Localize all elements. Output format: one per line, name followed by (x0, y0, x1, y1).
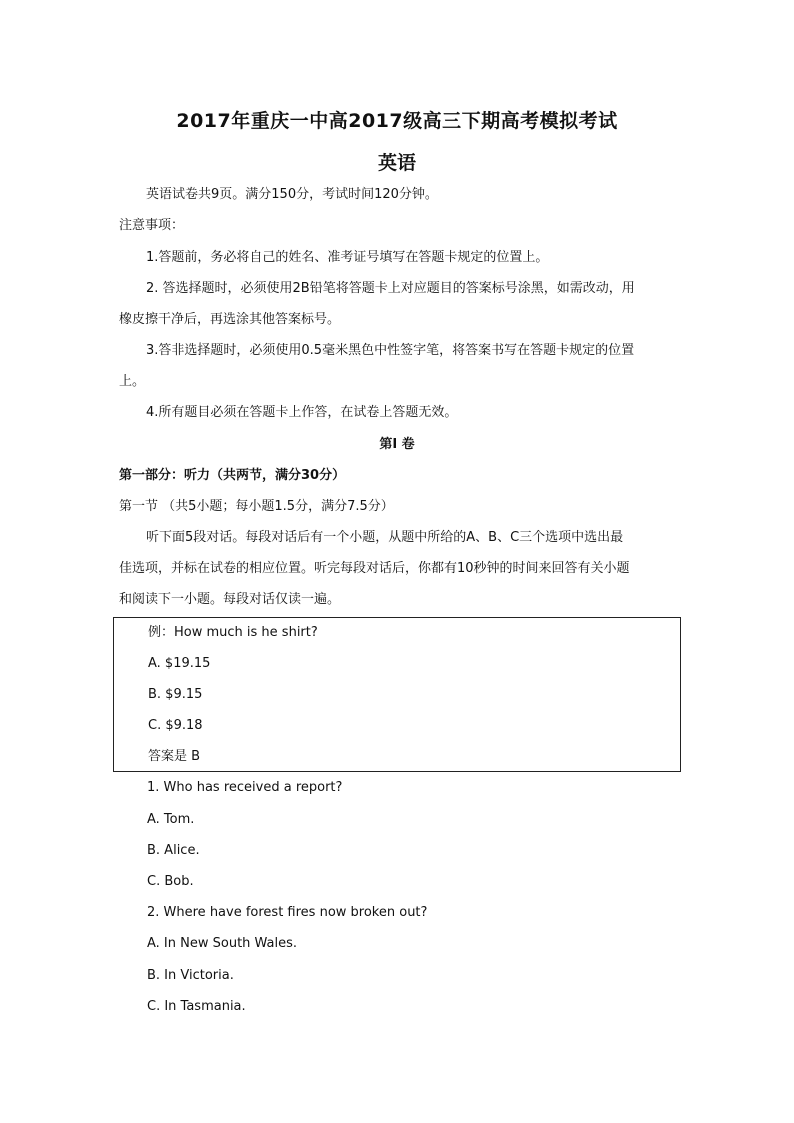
question-option: C. Bob. (147, 874, 194, 889)
question-option: C. In Tasmania. (147, 999, 246, 1014)
example-option: C. $9.18 (148, 718, 203, 733)
question-option: A. Tom. (147, 812, 195, 827)
notice-item: 3.答非选择题时，必须使用0.5毫米黑色中性签字笔，将答案书写在答题卡规定的位置 (146, 343, 635, 358)
example-question: 例：How much is he shirt? (148, 625, 318, 640)
notice-item: 1.答题前，务必将自己的姓名、准考证号填写在答题卡规定的位置上。 (146, 250, 549, 265)
instruction-line: 和阅读下一小题。每段对话仅读一遍。 (119, 592, 341, 607)
example-answer: 答案是 B (148, 749, 201, 764)
example-option: A. $19.15 (148, 656, 211, 671)
question-2: 2. Where have forest fires now broken out? (147, 905, 428, 920)
instruction-line: 佳选项，并标在试卷的相应位置。听完每段对话后，你都有10秒钟的时间来回答有关小题 (119, 561, 630, 576)
notice-item: 橡皮擦干净后，再选涂其他答案标号。 (119, 312, 341, 327)
question-option: B. Alice. (147, 843, 200, 858)
volume-heading: 第I 卷 (379, 437, 415, 452)
question-1: 1. Who has received a report? (147, 780, 343, 795)
instruction-line: 听下面5段对话。每段对话后有一个小题，从题中所给的A、B、C三个选项中选出最 (146, 530, 624, 545)
example-box (113, 617, 681, 772)
notice-item: 2. 答选择题时，必须使用2B铅笔将答题卡上对应题目的答案标号涂黑，如需改动，用 (146, 281, 635, 296)
subject-title: 英语 (377, 152, 416, 174)
question-option: A. In New South Wales. (147, 936, 298, 951)
part1-heading: 第一部分：听力（共两节，满分30分） (119, 468, 346, 483)
intro-text: 英语试卷共9页。满分150分，考试时间120分钟。 (146, 187, 438, 202)
section1-heading: 第一节 （共5小题；每小题1.5分，满分7.5分） (119, 499, 394, 514)
example-option: B. $9.15 (148, 687, 203, 702)
question-option: B. In Victoria. (147, 968, 234, 983)
notice-item: 上。 (119, 374, 146, 389)
notice-item: 4.所有题目必须在答题卡上作答，在试卷上答题无效。 (146, 405, 458, 420)
notice-heading: 注意事项： (119, 218, 185, 233)
exam-title: 2017年重庆一中高2017级高三下期高考模拟考试 (176, 110, 618, 132)
